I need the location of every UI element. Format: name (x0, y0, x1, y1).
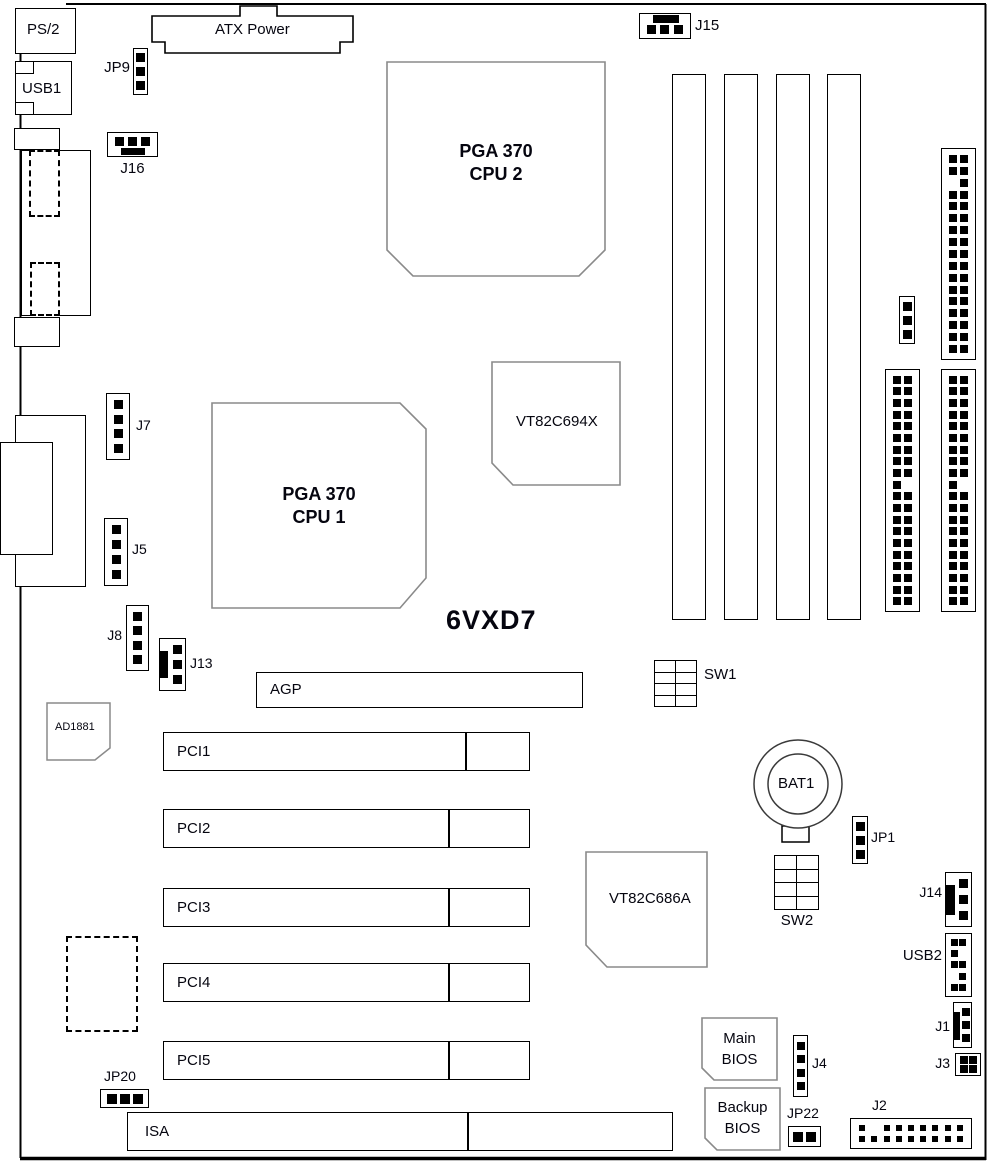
jp20-label: JP20 (104, 1068, 136, 1084)
j13-jumper-cap (160, 651, 168, 678)
sw2-dip-switch (774, 855, 819, 910)
agp-label: AGP (270, 681, 302, 698)
pci1-label: PCI1 (177, 743, 211, 760)
cpu2-text: PGA 370 CPU 2 (459, 141, 533, 184)
usb2-header (945, 933, 972, 997)
northbridge-label: VT82C694X (516, 413, 598, 430)
jumper-j5 (104, 518, 128, 586)
jumper-j7 (106, 393, 130, 460)
fdd-header (941, 148, 976, 360)
pci4-label: PCI4 (177, 974, 211, 991)
ps2-label: PS/2 (27, 21, 60, 38)
io-dashed-port-top (29, 150, 60, 217)
pci5-label: PCI5 (177, 1052, 211, 1069)
pci2-slot (163, 809, 530, 848)
j15-jumper-cap (653, 15, 679, 23)
main-bios-text: Main BIOS (721, 1030, 758, 1068)
board-model-label: 6VXD7 (446, 605, 537, 635)
jumper-j8 (126, 605, 149, 671)
jumper-j15 (639, 13, 691, 39)
j14-label: J14 (919, 884, 942, 900)
pci2-label: PCI2 (177, 820, 211, 837)
ad1881-label: AD1881 (55, 721, 95, 733)
j15-label: J15 (695, 17, 720, 34)
io-dashed-port-bottom (30, 262, 60, 316)
pci3-slot (163, 888, 530, 927)
jumper-jp1 (852, 816, 868, 864)
io-connector-d-inner (0, 442, 53, 555)
j1-jumper-cap (954, 1012, 960, 1040)
bat1-label: BAT1 (778, 775, 815, 792)
jumper-j13 (159, 638, 186, 691)
dimm-slot-1 (672, 74, 706, 620)
jumper-j14 (945, 872, 972, 927)
isa-label: ISA (145, 1123, 170, 1140)
usb1-label: USB1 (22, 80, 62, 97)
pci5-key-divider (448, 1042, 450, 1079)
pci4-key-divider (448, 964, 450, 1001)
atx-power-label: ATX Power (215, 21, 290, 38)
backup-bios-text: Backup BIOS (717, 1099, 768, 1137)
j3-label: J3 (935, 1055, 950, 1071)
j1-label: J1 (935, 1018, 950, 1034)
pci2-key-divider (448, 810, 450, 847)
j8-label: J8 (107, 627, 122, 643)
jumper-j16 (107, 132, 158, 157)
cpu1-text: PGA 370 CPU 1 (282, 484, 356, 527)
j4-label: J4 (812, 1055, 827, 1071)
j5-label: J5 (132, 541, 147, 557)
sw1-label: SW1 (704, 666, 737, 683)
j2-header (850, 1118, 972, 1149)
pci4-slot (163, 963, 530, 1002)
j7-label: J7 (136, 417, 151, 433)
agp-slot (256, 672, 583, 708)
usb2-label: USB2 (902, 947, 942, 964)
j2-label: J2 (872, 1097, 887, 1113)
io-connector-c (14, 317, 60, 347)
isa-slot (127, 1112, 673, 1151)
pci3-label: PCI3 (177, 899, 211, 916)
jumper-jp22 (788, 1126, 821, 1147)
ide2-header (941, 369, 976, 612)
optional-chip-footprint (66, 936, 138, 1032)
pci5-slot (163, 1041, 530, 1080)
sw1-dip-switch (654, 660, 697, 707)
dimm-slot-4 (827, 74, 861, 620)
j16-label: J16 (120, 160, 145, 177)
jumper-jp20 (100, 1089, 149, 1108)
j13-label: J13 (190, 655, 213, 671)
usb1-tab-top (15, 61, 34, 74)
pci1-slot (163, 732, 530, 771)
pci3-key-divider (448, 889, 450, 926)
ide1-header (885, 369, 920, 612)
usb1-tab-bottom (15, 102, 34, 115)
jumper-j4 (793, 1035, 808, 1097)
dimm-slot-3 (776, 74, 810, 620)
io-connector-a (14, 128, 60, 150)
jp22-label: JP22 (787, 1105, 819, 1121)
sw2-label: SW2 (780, 912, 814, 929)
jp1-label: JP1 (871, 829, 896, 845)
fan-jumper (899, 296, 915, 344)
j14-jumper-cap (946, 885, 955, 915)
j16-jumper-cap (121, 148, 145, 155)
southbridge-label: VT82C686A (609, 890, 691, 907)
dimm-slot-2 (724, 74, 758, 620)
southbridge-chip (586, 852, 707, 967)
jumper-j1 (953, 1002, 972, 1048)
jumper-jp9 (133, 48, 148, 95)
jumper-j3 (955, 1053, 981, 1076)
pci1-key-divider (465, 733, 467, 770)
isa-key-divider (467, 1113, 469, 1150)
jp9-label: JP9 (104, 59, 130, 76)
